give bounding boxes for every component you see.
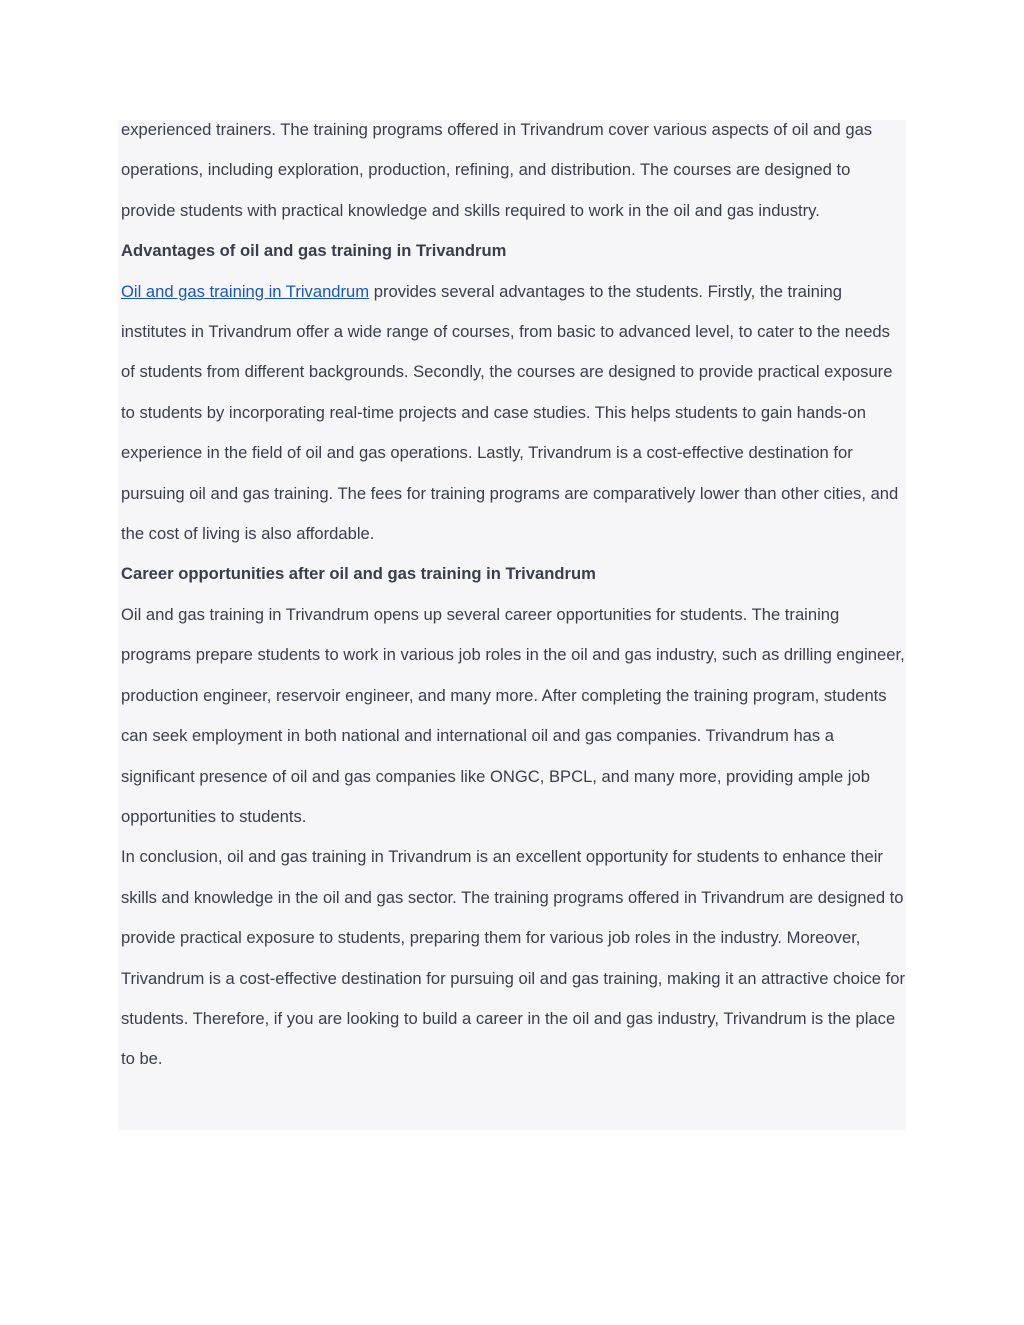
oil-gas-training-link[interactable]: Oil and gas training in Trivandrum (121, 281, 370, 301)
advantages-heading: Advantages of oil and gas training in Trivandrum (121, 241, 507, 261)
advantages-paragraph-text: provides several advantages to the students. Firstly, the training institutes in Trivandrum offer a wide range of courses, from basic to advanced level, to cater to the needs of students from different backgrounds. Secondly, the courses are designed to provide practical exposure to students by incorporating real-time projects and case studies. This helps students to gain hands-on experience in the field of oil and gas operations. Lastly, Trivandrum is a cost-effective destination for pursuing oil and gas training. The fees for training programs are comparatively lower than other cities, and the cost of living is also affordable. (121, 281, 899, 544)
document-body (121, 110, 906, 1080)
career-paragraph: Oil and gas training in Trivandrum opens up several career opportunities for students. The training programs prepare students to work in various job roles in the oil and gas industry, such as drilling engineer, production engineer, reservoir engineer, and many more. After completing the training program, students can seek employment in both national and international oil and gas companies. Trivandrum has a significant presence of oil and gas companies like ONGC, BPCL, and many more, providing ample job opportunities to students. (121, 604, 905, 826)
conclusion-paragraph: In conclusion, oil and gas training in Trivandrum is an excellent opportunity for students to enhance their skills and knowledge in the oil and gas sector. The training programs offered in Trivandrum are designed to provide practical exposure to students, preparing them for various job roles in the industry. Moreover, Trivandrum is a cost-effective destination for pursuing oil and gas training, making it an attractive choice for students. Therefore, if you are looking to build a career in the oil and gas industry, Trivandrum is the place to be. (121, 847, 905, 1069)
advantages-paragraph (121, 272, 906, 555)
intro-paragraph: experienced trainers. The training programs offered in Trivandrum cover various aspects of oil and gas operations, including exploration, production, refining, and distribution. The courses are designed to provide students with practical knowledge and skills required to work in the oil and gas industry. (121, 120, 873, 220)
career-heading: Career opportunities after oil and gas training in Trivandrum (121, 564, 596, 584)
